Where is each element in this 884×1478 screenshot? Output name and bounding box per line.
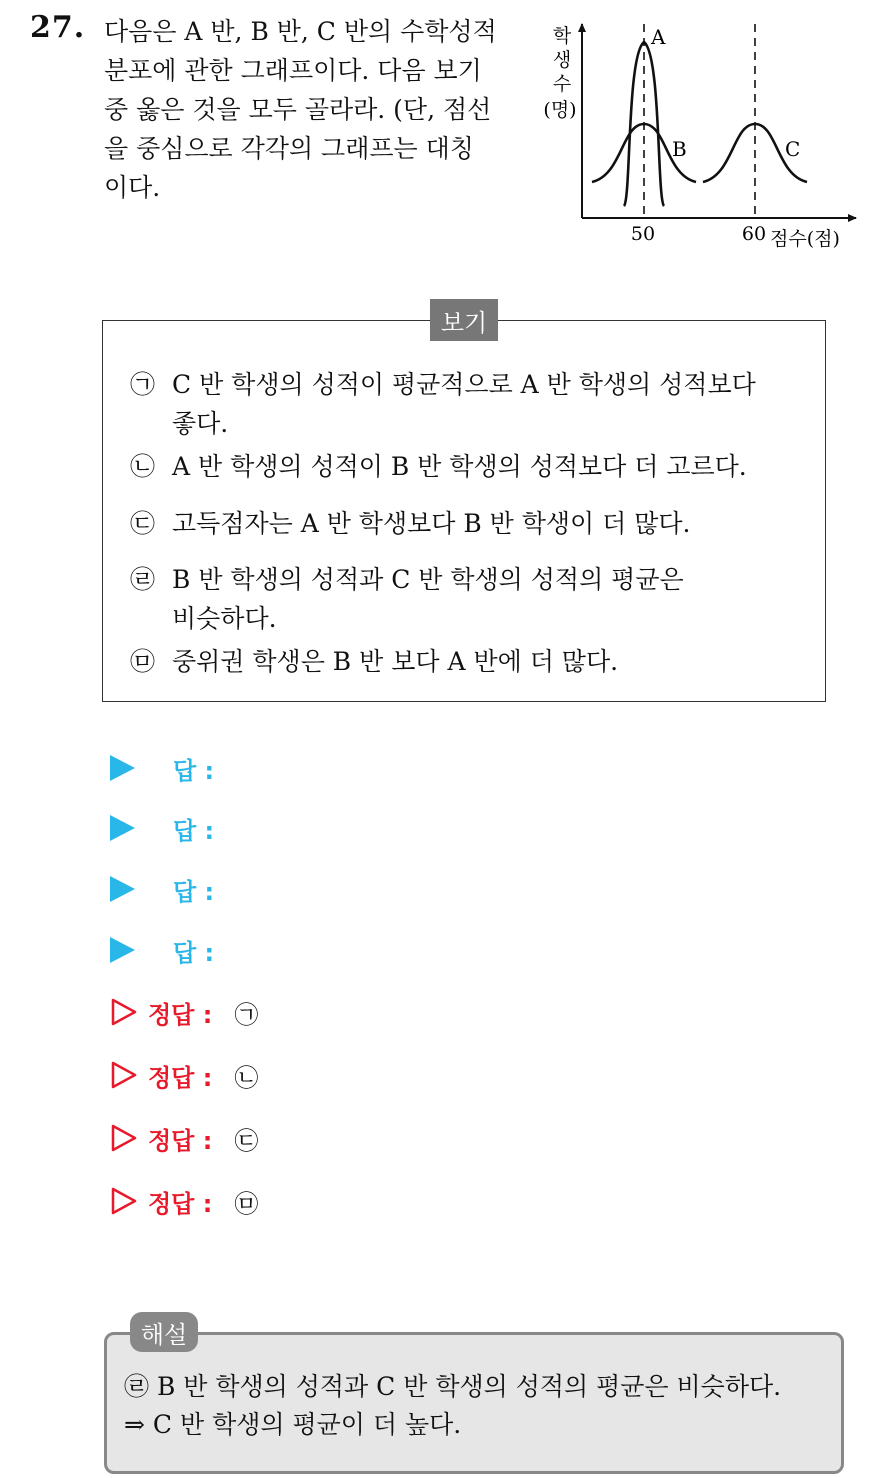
correct-answer-value: ㉢ [234,1126,259,1155]
correct-answer-value: ㉠ [234,1000,259,1029]
question-line: 이다. [104,173,161,202]
answer-row[interactable] [110,930,214,970]
y-axis-label-char: 학 [552,25,572,47]
correct-answer-row [110,990,258,1034]
bogi-item [130,447,747,486]
correct-answer-row [110,1053,258,1097]
series-c-label: C [785,137,801,161]
item-text: A 반 학생의 성적이 B 반 학생의 성적보다 더 고르다. [172,452,747,481]
correct-answer-value: ㉤ [234,1189,259,1218]
series-a-label: A [651,25,666,49]
explanation-title: 해설 [130,1312,198,1352]
y-axis-label-char: 생 [552,49,572,71]
outline-triangle-icon [110,1123,138,1153]
play-icon [110,815,135,841]
bogi-item [130,365,756,443]
score-distribution-chart [530,10,870,260]
item-text: B 반 학생의 성적과 C 반 학생의 성적의 평균은 [172,565,684,594]
outline-triangle-icon [110,1186,138,1216]
correct-answer-row [110,1179,258,1223]
item-marker: ㉣ [130,565,156,594]
answer-label: 답 : [173,877,215,906]
play-icon [110,876,135,902]
question-number: 27. [30,10,86,45]
item-text: 중위권 학생은 B 반 보다 A 반에 더 많다. [172,647,619,676]
correct-answer-label: 정답 : [148,1189,213,1218]
bogi-item [130,642,618,681]
answer-row[interactable] [110,748,214,788]
explanation-text [124,1368,781,1444]
question-line: 을 중심으로 각각의 그래프는 대칭 [104,134,474,163]
item-marker: ㉡ [130,452,156,481]
item-text: 좋다. [172,409,229,438]
answer-label: 답 : [173,938,215,967]
x-tick-50: 50 [630,223,656,245]
answer-label: 답 : [173,816,215,845]
item-text: 비슷하다. [172,604,277,633]
play-icon [110,937,135,963]
item-marker: ㉤ [130,647,156,676]
item-marker: ㉢ [130,509,156,538]
correct-answer-value: ㉡ [234,1063,259,1092]
question-line: 다음은 A 반, B 반, C 반의 수학성적 [104,17,497,46]
answer-row[interactable] [110,808,214,848]
item-text: 고득점자는 A 반 학생보다 B 반 학생이 더 많다. [172,509,691,538]
item-text: C 반 학생의 성적이 평균적으로 A 반 학생의 성적보다 [172,370,756,399]
y-axis-label-char: (명) [543,99,577,121]
bogi-item [130,560,684,638]
correct-answer-label: 정답 : [148,1126,213,1155]
x-tick-60: 60 [741,223,767,245]
outline-triangle-icon [110,997,138,1027]
explanation-line: ㉣ B 반 학생의 성적과 C 반 학생의 성적의 평균은 비슷하다. [124,1372,782,1401]
question-line: 분포에 관한 그래프이다. 다음 보기 [104,56,482,85]
correct-answer-label: 정답 : [148,1063,213,1092]
explanation-line: ⇒ C 반 학생의 평균이 더 높다. [124,1410,462,1439]
question-line: 중 옳은 것을 모두 골라라. (단, 점선 [104,95,492,124]
bogi-item [130,504,691,543]
y-axis-label-char: 수 [552,73,572,95]
question-text [104,12,514,207]
item-marker: ㉠ [130,370,156,399]
outline-triangle-icon [110,1060,138,1090]
answer-row[interactable] [110,869,214,909]
play-icon [110,755,135,781]
answer-label: 답 : [173,756,215,785]
correct-answer-row [110,1116,258,1160]
x-axis-label: 점수(점) [770,228,840,250]
bogi-title: 보기 [430,299,498,341]
series-b-label: B [672,137,687,161]
correct-answer-label: 정답 : [148,1000,213,1029]
